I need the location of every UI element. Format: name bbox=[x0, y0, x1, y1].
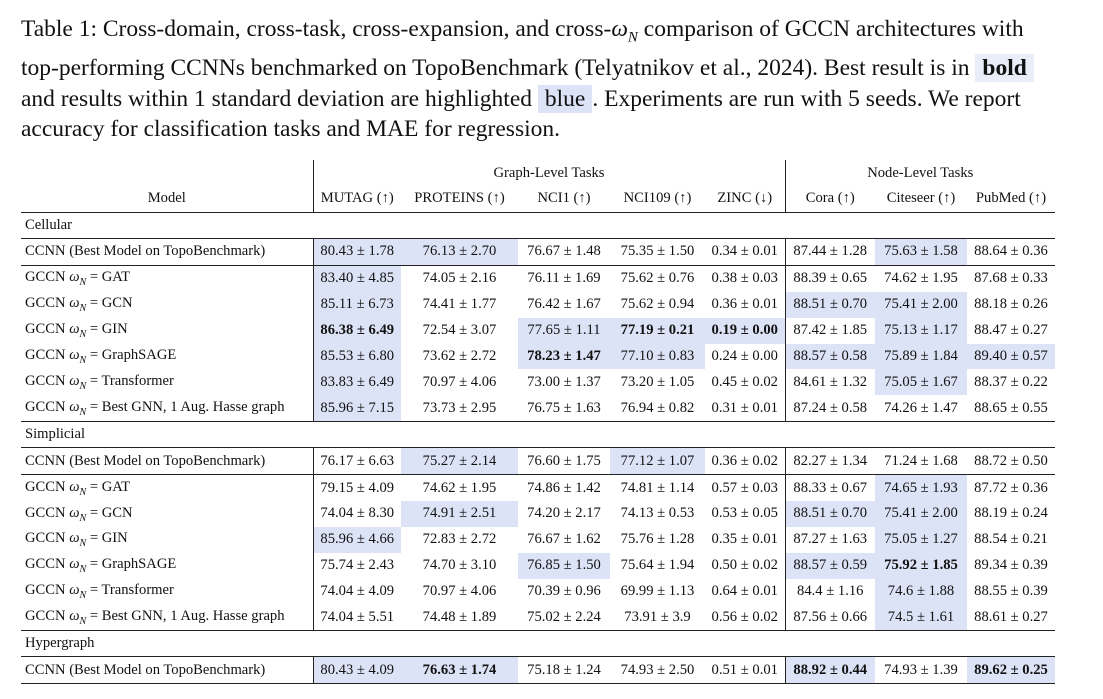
model-name-cell: CCNN (Best Model on TopoBenchmark) bbox=[21, 239, 313, 266]
value-cell: 88.55 ± 0.39 bbox=[974, 583, 1048, 600]
value-cell: 88.39 ± 0.65 bbox=[785, 265, 875, 291]
column-header: PROTEINS (↑) bbox=[414, 189, 505, 206]
value-cell: 73.00 ± 1.37 bbox=[527, 373, 601, 390]
value-cell: 76.67 ± 1.62 bbox=[527, 531, 601, 548]
model-name-cell: CCNN (Best Model on TopoBenchmark) bbox=[21, 657, 313, 684]
value-cell: 75.05 ± 1.67 bbox=[875, 369, 967, 395]
value-cell: 74.26 ± 1.47 bbox=[884, 399, 958, 416]
column-header: NCI1 (↑) bbox=[537, 189, 591, 206]
value-cell: 74.62 ± 1.95 bbox=[401, 475, 518, 501]
value-cell: 75.89 ± 1.84 bbox=[875, 344, 967, 370]
value-cell: 76.94 ± 0.82 bbox=[620, 399, 695, 416]
column-header: Cora (↑) bbox=[785, 184, 875, 213]
value-cell: 73.20 ± 1.05 bbox=[620, 373, 695, 390]
value-cell: 0.36 ± 0.02 bbox=[705, 448, 785, 475]
value-cell: 88.57 ± 0.59 bbox=[785, 553, 875, 579]
table-row bbox=[21, 605, 1055, 631]
model-name-cell: GCCN $\omega_N$ = Transformer bbox=[25, 372, 174, 392]
value-cell: 74.81 ± 1.14 bbox=[610, 475, 705, 501]
value-cell: 88.64 ± 0.36 bbox=[967, 239, 1055, 266]
value-cell: 73.73 ± 2.95 bbox=[422, 399, 497, 416]
value-cell: 75.13 ± 1.17 bbox=[875, 318, 967, 344]
value-cell: 88.19 ± 0.24 bbox=[974, 505, 1048, 522]
model-name-cell: GCCN $\omega_N$ = GAT bbox=[21, 475, 313, 501]
table-row bbox=[21, 553, 1055, 579]
value-cell: 76.11 ± 1.69 bbox=[518, 265, 610, 291]
value-cell: 89.34 ± 0.39 bbox=[974, 557, 1048, 574]
value-cell: 87.42 ± 1.85 bbox=[785, 318, 875, 344]
column-header: NCI109 (↑) bbox=[623, 189, 692, 206]
value-cell: 85.96 ± 7.15 bbox=[313, 395, 401, 421]
column-header: MUTAG (↑) bbox=[313, 184, 401, 213]
table-row bbox=[21, 318, 1055, 344]
table-row bbox=[21, 395, 1055, 421]
blue-legend: blue bbox=[538, 85, 592, 113]
value-cell: 85.96 ± 4.66 bbox=[313, 527, 401, 553]
value-cell: 74.05 ± 2.16 bbox=[401, 265, 518, 291]
value-cell: 80.43 ± 1.78 bbox=[313, 239, 401, 266]
value-cell: 0.36 ± 0.01 bbox=[711, 296, 778, 313]
value-cell: 75.35 ± 1.50 bbox=[610, 239, 705, 266]
value-cell: 74.41 ± 1.77 bbox=[422, 296, 497, 313]
value-cell: 88.92 ± 0.44 bbox=[785, 657, 875, 684]
value-cell: 76.67 ± 1.48 bbox=[518, 239, 610, 266]
value-cell: 88.61 ± 0.27 bbox=[974, 609, 1048, 626]
value-cell: 71.24 ± 1.68 bbox=[875, 448, 967, 475]
value-cell: 77.10 ± 0.83 bbox=[610, 344, 705, 370]
value-cell: 74.91 ± 2.51 bbox=[401, 501, 518, 527]
value-cell: 74.20 ± 2.17 bbox=[527, 505, 601, 522]
model-name-cell: GCCN $\omega_N$ = GraphSAGE bbox=[25, 556, 177, 576]
value-cell: 75.02 ± 2.24 bbox=[527, 609, 601, 626]
table-row bbox=[21, 657, 1055, 684]
value-cell: 88.33 ± 0.67 bbox=[785, 475, 875, 501]
value-cell: 76.42 ± 1.67 bbox=[527, 296, 601, 313]
value-cell: 75.76 ± 1.28 bbox=[620, 531, 695, 548]
value-cell: 88.51 ± 0.70 bbox=[785, 292, 875, 318]
table-row bbox=[21, 475, 1055, 501]
section-header-row bbox=[21, 422, 1055, 448]
section-header-row bbox=[21, 213, 1055, 239]
table-row bbox=[21, 527, 1055, 553]
value-cell: 74.5 ± 1.61 bbox=[875, 605, 967, 631]
value-cell: 74.04 ± 4.09 bbox=[313, 579, 401, 605]
table-row bbox=[21, 448, 1055, 475]
value-cell: 85.53 ± 6.80 bbox=[313, 344, 401, 370]
value-cell: 82.27 ± 1.34 bbox=[785, 448, 875, 475]
value-cell: 75.63 ± 1.58 bbox=[875, 239, 967, 266]
value-cell: 76.60 ± 1.75 bbox=[518, 448, 610, 475]
section-label: Cellular bbox=[21, 213, 1055, 239]
value-cell: 74.65 ± 1.93 bbox=[875, 475, 967, 501]
value-cell: 85.11 ± 6.73 bbox=[313, 292, 401, 318]
value-cell: 75.27 ± 2.14 bbox=[401, 448, 518, 475]
table-row bbox=[21, 579, 1055, 605]
value-cell: 76.85 ± 1.50 bbox=[518, 553, 610, 579]
value-cell: 75.05 ± 1.27 bbox=[875, 527, 967, 553]
value-cell: 74.04 ± 8.30 bbox=[313, 501, 401, 527]
value-cell: 77.65 ± 1.11 bbox=[518, 318, 610, 344]
value-cell: 0.53 ± 0.05 bbox=[711, 505, 778, 522]
value-cell: 87.72 ± 0.36 bbox=[967, 475, 1055, 501]
value-cell: 76.75 ± 1.63 bbox=[527, 399, 601, 416]
value-cell: 0.38 ± 0.03 bbox=[705, 265, 785, 291]
table-row bbox=[21, 265, 1055, 291]
section-label: Hypergraph bbox=[21, 631, 1055, 657]
value-cell: 74.62 ± 1.95 bbox=[875, 265, 967, 291]
model-name-cell: GCCN $\omega_N$ = GraphSAGE bbox=[25, 347, 177, 366]
model-name-cell: GCCN $\omega_N$ = Best GNN, 1 Aug. Hasse graph bbox=[25, 398, 285, 418]
table-caption: Table 1: Cross-domain, cross-task, cross-expansion, and cross-$\omega_N$ comparison of GCCN architectures with top-performing CCNNs benchmarked on TopoBenchmark (Telyatnikov et al., 2024). Best result is in bold and results within 1 standard deviation are highlighted blue . Experiments are run with 5 seeds. We report accuracy for classification tasks and MAE for regression. bbox=[21, 14, 1061, 145]
value-cell: 74.6 ± 1.88 bbox=[875, 579, 967, 605]
value-cell: 73.62 ± 2.72 bbox=[422, 348, 497, 364]
value-cell: 88.51 ± 0.70 bbox=[785, 501, 875, 527]
table-row bbox=[21, 239, 1055, 266]
value-cell: 80.43 ± 4.09 bbox=[313, 657, 401, 684]
column-header: Citeseer (↑) bbox=[886, 189, 956, 206]
model-name-cell: GCCN $\omega_N$ = Best GNN, 1 Aug. Hasse graph bbox=[25, 608, 285, 627]
value-cell: 83.83 ± 6.49 bbox=[313, 369, 401, 395]
group-header-row bbox=[21, 160, 1055, 184]
value-cell: 75.18 ± 1.24 bbox=[518, 657, 610, 684]
value-cell: 74.86 ± 1.42 bbox=[518, 475, 610, 501]
value-cell: 0.57 ± 0.03 bbox=[705, 475, 785, 501]
value-cell: 87.27 ± 1.63 bbox=[785, 527, 875, 553]
value-cell: 72.83 ± 2.72 bbox=[422, 531, 497, 548]
value-cell: 83.40 ± 4.85 bbox=[313, 265, 401, 291]
value-cell: 0.35 ± 0.01 bbox=[711, 531, 778, 548]
value-cell: 88.65 ± 0.55 bbox=[974, 399, 1048, 416]
value-cell: 88.37 ± 0.22 bbox=[974, 373, 1048, 390]
value-cell: 74.04 ± 5.51 bbox=[313, 605, 401, 631]
value-cell: 0.45 ± 0.02 bbox=[711, 373, 778, 390]
value-cell: 0.34 ± 0.01 bbox=[705, 239, 785, 266]
node-level-header: Node-Level Tasks bbox=[785, 160, 1055, 184]
value-cell: 75.64 ± 1.94 bbox=[620, 557, 695, 574]
section-header-row bbox=[21, 631, 1055, 657]
model-name-cell: GCCN $\omega_N$ = Transformer bbox=[25, 582, 174, 602]
column-header-row bbox=[21, 184, 1055, 213]
omega-symbol: ω bbox=[611, 16, 628, 42]
table-row bbox=[21, 369, 1055, 395]
value-cell: 74.93 ± 2.50 bbox=[610, 657, 705, 684]
value-cell: 88.54 ± 0.21 bbox=[974, 531, 1048, 548]
value-cell: 76.17 ± 6.63 bbox=[313, 448, 401, 475]
value-cell: 74.48 ± 1.89 bbox=[422, 609, 497, 626]
model-name-cell: GCCN $\omega_N$ = GIN bbox=[25, 530, 128, 550]
value-cell: 87.24 ± 0.58 bbox=[785, 395, 875, 421]
value-cell: 78.23 ± 1.47 bbox=[518, 344, 610, 370]
value-cell: 86.38 ± 6.49 bbox=[313, 318, 401, 344]
value-cell: 75.62 ± 0.76 bbox=[610, 265, 705, 291]
value-cell: 79.15 ± 4.09 bbox=[313, 475, 401, 501]
value-cell: 84.4 ± 1.16 bbox=[785, 579, 875, 605]
value-cell: 72.54 ± 3.07 bbox=[422, 322, 497, 339]
value-cell: 0.64 ± 0.01 bbox=[711, 583, 778, 600]
column-header: PubMed (↑) bbox=[975, 189, 1047, 206]
value-cell: 75.92 ± 1.85 bbox=[875, 553, 967, 579]
value-cell: 0.56 ± 0.02 bbox=[711, 609, 778, 626]
value-cell: 88.72 ± 0.50 bbox=[967, 448, 1055, 475]
model-name-cell: GCCN $\omega_N$ = GCN bbox=[25, 295, 133, 315]
value-cell: 74.70 ± 3.10 bbox=[422, 557, 497, 574]
value-cell: 88.18 ± 0.26 bbox=[974, 296, 1048, 313]
value-cell: 76.63 ± 1.74 bbox=[401, 657, 518, 684]
model-column-header: Model bbox=[147, 189, 186, 206]
value-cell: 75.74 ± 2.43 bbox=[313, 553, 401, 579]
value-cell: 0.31 ± 0.01 bbox=[711, 399, 778, 416]
value-cell: 87.68 ± 0.33 bbox=[967, 265, 1055, 291]
graph-level-header: Graph-Level Tasks bbox=[313, 160, 785, 184]
group-header-blank bbox=[21, 160, 313, 184]
value-cell: 75.41 ± 2.00 bbox=[875, 501, 967, 527]
value-cell: 70.97 ± 4.06 bbox=[422, 373, 497, 390]
value-cell: 89.40 ± 0.57 bbox=[967, 344, 1055, 370]
value-cell: 73.91 ± 3.9 bbox=[624, 609, 691, 626]
value-cell: 0.24 ± 0.00 bbox=[711, 348, 778, 364]
table-row bbox=[21, 501, 1055, 527]
value-cell: 87.56 ± 0.66 bbox=[785, 605, 875, 631]
column-header: ZINC (↓) bbox=[717, 189, 773, 206]
value-cell: 77.19 ± 0.21 bbox=[610, 318, 705, 344]
value-cell: 0.19 ± 0.00 bbox=[705, 318, 785, 344]
value-cell: 70.97 ± 4.06 bbox=[422, 583, 497, 600]
value-cell: 76.13 ± 2.70 bbox=[401, 239, 518, 266]
value-cell: 69.99 ± 1.13 bbox=[620, 583, 695, 600]
value-cell: 84.61 ± 1.32 bbox=[785, 369, 875, 395]
section-label: Simplicial bbox=[21, 422, 1055, 448]
value-cell: 74.13 ± 0.53 bbox=[620, 505, 695, 522]
value-cell: 87.44 ± 1.28 bbox=[785, 239, 875, 266]
value-cell: 74.93 ± 1.39 bbox=[875, 657, 967, 684]
results-table bbox=[21, 160, 1055, 684]
value-cell: 89.62 ± 0.25 bbox=[967, 657, 1055, 684]
bold-legend: bold bbox=[975, 54, 1033, 82]
model-name-cell: CCNN (Best Model on TopoBenchmark) bbox=[21, 448, 313, 475]
value-cell: 75.41 ± 2.00 bbox=[875, 292, 967, 318]
value-cell: 0.50 ± 0.02 bbox=[711, 557, 778, 574]
value-cell: 88.57 ± 0.58 bbox=[785, 344, 875, 370]
model-name-cell: GCCN $\omega_N$ = GAT bbox=[21, 265, 313, 291]
model-name-cell: GCCN $\omega_N$ = GIN bbox=[25, 321, 128, 341]
value-cell: 0.51 ± 0.01 bbox=[705, 657, 785, 684]
value-cell: 75.62 ± 0.94 bbox=[620, 296, 695, 313]
table-row bbox=[21, 344, 1055, 370]
value-cell: 70.39 ± 0.96 bbox=[527, 583, 601, 600]
model-name-cell: GCCN $\omega_N$ = GCN bbox=[25, 504, 133, 524]
table-row bbox=[21, 292, 1055, 318]
value-cell: 88.47 ± 0.27 bbox=[974, 322, 1048, 339]
value-cell: 77.12 ± 1.07 bbox=[610, 448, 705, 475]
